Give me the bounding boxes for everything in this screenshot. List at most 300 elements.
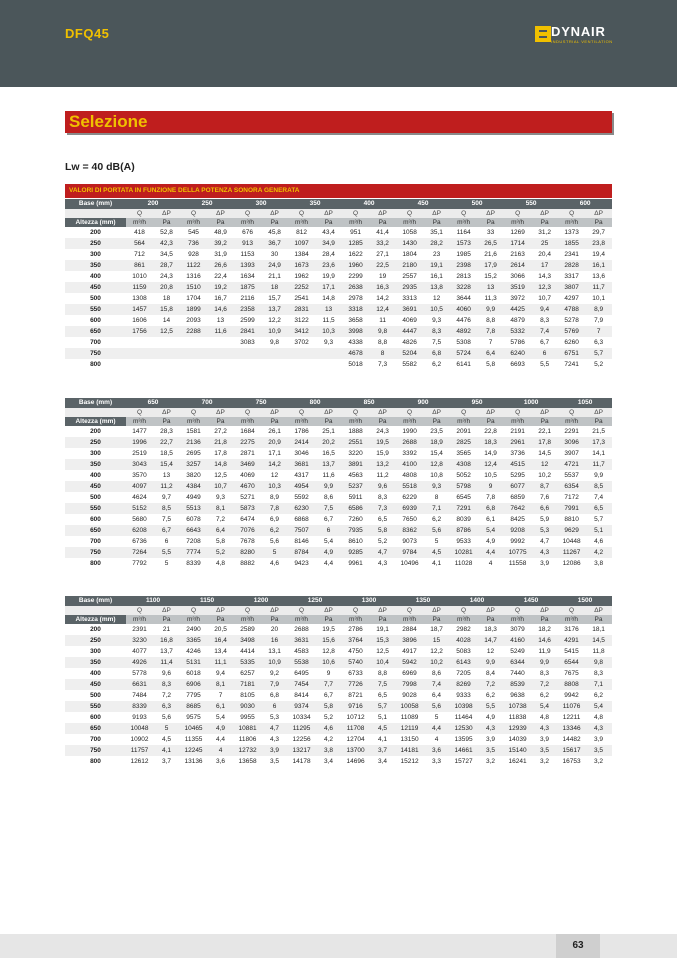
pressure-value: 18 bbox=[153, 293, 180, 304]
flow-value: 1285 bbox=[342, 238, 369, 249]
pressure-value: 8,9 bbox=[585, 304, 612, 315]
pressure-unit: Pa bbox=[369, 417, 396, 426]
flow-value: 5271 bbox=[234, 492, 261, 503]
base-value: 1000 bbox=[504, 398, 558, 408]
pressure-value: 43,4 bbox=[315, 227, 342, 238]
pressure-value: 7,2 bbox=[477, 679, 504, 690]
base-header-row bbox=[65, 596, 612, 606]
flow-unit: m³/h bbox=[504, 218, 531, 227]
flow-value: 8414 bbox=[288, 690, 315, 701]
flow-value: 1622 bbox=[342, 249, 369, 260]
pressure-header: ΔP bbox=[369, 408, 396, 417]
pressure-header: ΔP bbox=[261, 606, 288, 615]
flow-value: 1684 bbox=[234, 426, 261, 437]
altezza-value: 600 bbox=[65, 315, 126, 326]
table-row bbox=[65, 359, 612, 370]
flow-value: 8610 bbox=[342, 536, 369, 547]
pressure-value: 5,2 bbox=[369, 536, 396, 547]
flow-value: 4028 bbox=[450, 635, 477, 646]
pressure-value: 9,3 bbox=[315, 337, 342, 348]
flow-value: 4917 bbox=[396, 646, 423, 657]
pressure-value: 6,2 bbox=[477, 690, 504, 701]
pressure-value: 13 bbox=[153, 470, 180, 481]
pressure-header: ΔP bbox=[315, 209, 342, 218]
flow-value: 1714 bbox=[504, 238, 531, 249]
flow-value: 8808 bbox=[558, 679, 585, 690]
pressure-value: 17,8 bbox=[207, 448, 234, 459]
selection-table-2 bbox=[65, 398, 612, 569]
base-value: 650 bbox=[126, 398, 180, 408]
flow-value: 4515 bbox=[504, 459, 531, 470]
pressure-value: 6,7 bbox=[315, 514, 342, 525]
flow-value bbox=[234, 359, 261, 370]
flow-value bbox=[180, 337, 207, 348]
flow-value: 5131 bbox=[180, 657, 207, 668]
pressure-value: 3,9 bbox=[531, 734, 558, 745]
pressure-value: 13 bbox=[315, 304, 342, 315]
flow-value: 13150 bbox=[396, 734, 423, 745]
table-row bbox=[65, 712, 612, 723]
flow-value: 11464 bbox=[450, 712, 477, 723]
flow-value: 9193 bbox=[126, 712, 153, 723]
flow-value: 7291 bbox=[450, 503, 477, 514]
pressure-value: 10,2 bbox=[423, 657, 450, 668]
flow-value: 6208 bbox=[126, 525, 153, 536]
flow-value: 13700 bbox=[342, 745, 369, 756]
flow-value: 15727 bbox=[450, 756, 477, 767]
pressure-value: 3,5 bbox=[531, 745, 558, 756]
pressure-value: 22,4 bbox=[207, 271, 234, 282]
flow-value: 3736 bbox=[504, 448, 531, 459]
flow-value: 7440 bbox=[504, 668, 531, 679]
flow-value: 13658 bbox=[234, 756, 261, 767]
pressure-value bbox=[153, 337, 180, 348]
flow-value: 5592 bbox=[288, 492, 315, 503]
flow-value: 4160 bbox=[504, 635, 531, 646]
flow-value: 6078 bbox=[180, 514, 207, 525]
pressure-value: 16,5 bbox=[315, 448, 342, 459]
pressure-unit: Pa bbox=[207, 417, 234, 426]
flow-value: 1581 bbox=[180, 426, 207, 437]
flow-value: 4892 bbox=[450, 326, 477, 337]
base-label: Base (mm) bbox=[65, 596, 126, 606]
pressure-value: 5 bbox=[261, 547, 288, 558]
flow-value: 951 bbox=[342, 227, 369, 238]
base-header-row bbox=[65, 199, 612, 209]
pressure-value: 15,4 bbox=[153, 459, 180, 470]
pressure-value: 5,5 bbox=[531, 359, 558, 370]
base-value: 200 bbox=[126, 199, 180, 209]
flow-header: Q bbox=[342, 209, 369, 218]
flow-value: 1673 bbox=[288, 260, 315, 271]
flow-value: 2275 bbox=[234, 437, 261, 448]
flow-header: Q bbox=[126, 209, 153, 218]
flow-value: 9208 bbox=[504, 525, 531, 536]
pressure-value: 11 bbox=[369, 315, 396, 326]
pressure-value: 22,1 bbox=[531, 426, 558, 437]
flow-value: 12086 bbox=[558, 558, 585, 569]
flow-value: 3122 bbox=[288, 315, 315, 326]
table-row bbox=[65, 315, 612, 326]
pressure-value: 3,6 bbox=[207, 756, 234, 767]
flow-value: 8539 bbox=[504, 679, 531, 690]
flow-value: 418 bbox=[126, 227, 153, 238]
flow-value: 3498 bbox=[234, 635, 261, 646]
flow-header: Q bbox=[396, 408, 423, 417]
page-number: 63 bbox=[556, 934, 600, 958]
flow-value: 9073 bbox=[396, 536, 423, 547]
base-value: 700 bbox=[180, 398, 234, 408]
flow-value: 2398 bbox=[450, 260, 477, 271]
flow-value: 5513 bbox=[180, 503, 207, 514]
pressure-value: 30 bbox=[261, 249, 288, 260]
pressure-value: 7,1 bbox=[585, 679, 612, 690]
pressure-value: 11,7 bbox=[585, 459, 612, 470]
pressure-value: 16,1 bbox=[585, 260, 612, 271]
pressure-value: 18,3 bbox=[477, 437, 504, 448]
altezza-value: 450 bbox=[65, 679, 126, 690]
flow-value: 3972 bbox=[504, 293, 531, 304]
pressure-header: ΔP bbox=[369, 209, 396, 218]
pressure-value: 26,5 bbox=[477, 238, 504, 249]
pressure-value: 9,9 bbox=[531, 657, 558, 668]
flow-value: 14039 bbox=[504, 734, 531, 745]
pressure-value: 15,4 bbox=[423, 448, 450, 459]
pressure-value: 4,3 bbox=[531, 723, 558, 734]
pressure-value: 4,3 bbox=[585, 723, 612, 734]
pressure-value: 9,9 bbox=[477, 657, 504, 668]
pressure-value: 8,3 bbox=[585, 668, 612, 679]
flow-value: 15140 bbox=[504, 745, 531, 756]
pressure-value: 6,4 bbox=[423, 690, 450, 701]
flow-value: 4721 bbox=[558, 459, 585, 470]
flow-value: 7991 bbox=[558, 503, 585, 514]
pressure-unit: Pa bbox=[315, 615, 342, 624]
flow-value: 1159 bbox=[126, 282, 153, 293]
pressure-value: 5,4 bbox=[531, 701, 558, 712]
flow-value: 5873 bbox=[234, 503, 261, 514]
pressure-value: 15 bbox=[423, 635, 450, 646]
base-value: 550 bbox=[504, 199, 558, 209]
pressure-value: 18,5 bbox=[153, 448, 180, 459]
pressure-unit: Pa bbox=[423, 417, 450, 426]
pressure-value: 23,6 bbox=[315, 260, 342, 271]
altezza-value: 350 bbox=[65, 459, 126, 470]
altezza-value: 300 bbox=[65, 448, 126, 459]
flow-value: 2688 bbox=[288, 624, 315, 635]
flow-value: 11708 bbox=[342, 723, 369, 734]
flow-value: 7172 bbox=[558, 492, 585, 503]
pressure-value: 14,9 bbox=[477, 448, 504, 459]
flow-value: 7792 bbox=[126, 558, 153, 569]
flow-value: 1316 bbox=[180, 271, 207, 282]
logo-name: DYNAIR bbox=[551, 24, 606, 39]
pressure-value: 7,2 bbox=[207, 514, 234, 525]
flow-value: 676 bbox=[234, 227, 261, 238]
altezza-value: 550 bbox=[65, 503, 126, 514]
flow-value: 1888 bbox=[342, 426, 369, 437]
pressure-value: 3,2 bbox=[531, 756, 558, 767]
flow-value: 2414 bbox=[288, 437, 315, 448]
flow-value: 2551 bbox=[342, 437, 369, 448]
flow-value: 1097 bbox=[288, 238, 315, 249]
pressure-value: 9,9 bbox=[315, 481, 342, 492]
flow-value: 5778 bbox=[126, 668, 153, 679]
flow-value: 10738 bbox=[504, 701, 531, 712]
pressure-value: 13,7 bbox=[153, 646, 180, 657]
flow-value: 812 bbox=[288, 227, 315, 238]
pressure-value: 13 bbox=[207, 315, 234, 326]
pressure-value: 5,4 bbox=[477, 525, 504, 536]
pressure-unit: Pa bbox=[369, 615, 396, 624]
flow-value: 4317 bbox=[288, 470, 315, 481]
flow-value: 1996 bbox=[126, 437, 153, 448]
base-value: 1100 bbox=[126, 596, 180, 606]
flow-value: 3658 bbox=[342, 315, 369, 326]
flow-value: 4100 bbox=[396, 459, 423, 470]
flow-value: 11295 bbox=[288, 723, 315, 734]
pressure-value: 14,8 bbox=[207, 459, 234, 470]
flow-header: Q bbox=[342, 606, 369, 615]
pressure-value: 4,6 bbox=[585, 536, 612, 547]
pressure-unit: Pa bbox=[423, 218, 450, 227]
altezza-value: 800 bbox=[65, 558, 126, 569]
pressure-value: 11,2 bbox=[153, 481, 180, 492]
pressure-value: 7,1 bbox=[423, 503, 450, 514]
pressure-value: 5,5 bbox=[477, 701, 504, 712]
flow-value: 3392 bbox=[396, 448, 423, 459]
table-row bbox=[65, 536, 612, 547]
altezza-value: 550 bbox=[65, 701, 126, 712]
flow-value: 5249 bbox=[504, 646, 531, 657]
pressure-value: 26,6 bbox=[207, 260, 234, 271]
quantity-header-row bbox=[65, 408, 612, 417]
pressure-value: 25,1 bbox=[315, 426, 342, 437]
pressure-value: 6,1 bbox=[477, 514, 504, 525]
flow-value: 2599 bbox=[234, 315, 261, 326]
flow-value: 6545 bbox=[450, 492, 477, 503]
pressure-value: 19,1 bbox=[423, 260, 450, 271]
flow-value: 12119 bbox=[396, 723, 423, 734]
pressure-value: 3,9 bbox=[477, 734, 504, 745]
pressure-value: 4,7 bbox=[531, 536, 558, 547]
flow-value: 3764 bbox=[342, 635, 369, 646]
pressure-value: 5,6 bbox=[153, 712, 180, 723]
flow-value: 2786 bbox=[342, 624, 369, 635]
flow-value bbox=[288, 359, 315, 370]
flow-value: 7650 bbox=[396, 514, 423, 525]
flow-value: 10398 bbox=[450, 701, 477, 712]
flow-value: 3519 bbox=[504, 282, 531, 293]
pressure-value: 12,4 bbox=[477, 459, 504, 470]
flow-value: 2291 bbox=[558, 426, 585, 437]
pressure-value: 5 bbox=[153, 723, 180, 734]
pressure-value: 4,2 bbox=[585, 547, 612, 558]
pressure-value: 19,2 bbox=[207, 282, 234, 293]
flow-value: 3820 bbox=[180, 470, 207, 481]
table-row bbox=[65, 282, 612, 293]
pressure-value: 9,4 bbox=[207, 668, 234, 679]
pressure-value: 17,9 bbox=[477, 260, 504, 271]
quantity-header-blank bbox=[65, 209, 126, 218]
pressure-value bbox=[207, 359, 234, 370]
flow-value: 5152 bbox=[126, 503, 153, 514]
pressure-value bbox=[315, 359, 342, 370]
pressure-value: 4,9 bbox=[477, 536, 504, 547]
pressure-value: 34,9 bbox=[315, 238, 342, 249]
altezza-value: 250 bbox=[65, 238, 126, 249]
flow-value: 3365 bbox=[180, 635, 207, 646]
flow-value: 1985 bbox=[450, 249, 477, 260]
flow-value: 5237 bbox=[342, 481, 369, 492]
flow-value: 5204 bbox=[396, 348, 423, 359]
flow-value: 9575 bbox=[180, 712, 207, 723]
pressure-value: 9,9 bbox=[585, 470, 612, 481]
flow-value: 7675 bbox=[558, 668, 585, 679]
table-row bbox=[65, 448, 612, 459]
flow-header: Q bbox=[234, 408, 261, 417]
flow-value: 8810 bbox=[558, 514, 585, 525]
table-row bbox=[65, 426, 612, 437]
flow-header: Q bbox=[180, 606, 207, 615]
pressure-value: 14 bbox=[153, 315, 180, 326]
pressure-value: 9,8 bbox=[369, 326, 396, 337]
pressure-value: 9,7 bbox=[153, 492, 180, 503]
pressure-value: 7,5 bbox=[153, 514, 180, 525]
pressure-value bbox=[207, 337, 234, 348]
pressure-value: 7,7 bbox=[315, 679, 342, 690]
pressure-value: 48,9 bbox=[207, 227, 234, 238]
flow-value: 3257 bbox=[180, 459, 207, 470]
flow-value: 2813 bbox=[450, 271, 477, 282]
pressure-value: 4 bbox=[477, 558, 504, 569]
flow-value: 4097 bbox=[126, 481, 153, 492]
pressure-value: 15,3 bbox=[369, 635, 396, 646]
flow-value: 2091 bbox=[450, 426, 477, 437]
table-row bbox=[65, 525, 612, 536]
flow-value: 1058 bbox=[396, 227, 423, 238]
pressure-value: 20,2 bbox=[315, 437, 342, 448]
flow-value: 1164 bbox=[450, 227, 477, 238]
flow-value: 3066 bbox=[504, 271, 531, 282]
pressure-value: 6,7 bbox=[315, 690, 342, 701]
flow-value: 1960 bbox=[342, 260, 369, 271]
flow-value: 6631 bbox=[126, 679, 153, 690]
pressure-value: 10,5 bbox=[477, 470, 504, 481]
flow-header: Q bbox=[342, 408, 369, 417]
flow-value: 9992 bbox=[504, 536, 531, 547]
pressure-value: 8 bbox=[423, 492, 450, 503]
pressure-value: 12 bbox=[261, 470, 288, 481]
flow-value: 736 bbox=[180, 238, 207, 249]
selection-table-3 bbox=[65, 596, 612, 767]
flow-value: 4954 bbox=[288, 481, 315, 492]
flow-value: 8882 bbox=[234, 558, 261, 569]
flow-value: 5798 bbox=[450, 481, 477, 492]
pressure-value: 12,5 bbox=[153, 326, 180, 337]
base-value: 850 bbox=[342, 398, 396, 408]
flow-value: 2961 bbox=[504, 437, 531, 448]
flow-value: 1393 bbox=[234, 260, 261, 271]
flow-value: 2541 bbox=[288, 293, 315, 304]
pressure-value: 15,7 bbox=[261, 293, 288, 304]
flow-value: 6229 bbox=[396, 492, 423, 503]
base-label: Base (mm) bbox=[65, 398, 126, 408]
altezza-value: 750 bbox=[65, 745, 126, 756]
flow-value: 2288 bbox=[180, 326, 207, 337]
flow-value: 4949 bbox=[180, 492, 207, 503]
pressure-unit: Pa bbox=[585, 615, 612, 624]
table-row bbox=[65, 492, 612, 503]
pressure-header: ΔP bbox=[585, 209, 612, 218]
flow-value: 13346 bbox=[558, 723, 585, 734]
pressure-value: 5,2 bbox=[315, 712, 342, 723]
pressure-value: 5,8 bbox=[207, 536, 234, 547]
flow-value: 6344 bbox=[504, 657, 531, 668]
quantity-header-blank bbox=[65, 606, 126, 615]
flow-value: 6240 bbox=[504, 348, 531, 359]
pressure-value: 4,3 bbox=[261, 734, 288, 745]
pressure-value: 4,6 bbox=[315, 723, 342, 734]
pressure-value: 4,6 bbox=[261, 558, 288, 569]
base-value: 950 bbox=[450, 398, 504, 408]
pressure-value: 7,4 bbox=[585, 492, 612, 503]
flow-value: 2163 bbox=[504, 249, 531, 260]
flow-value: 14178 bbox=[288, 756, 315, 767]
flow-value: 2935 bbox=[396, 282, 423, 293]
table-row bbox=[65, 326, 612, 337]
pressure-unit: Pa bbox=[531, 615, 558, 624]
flow-value: 4297 bbox=[558, 293, 585, 304]
flow-value: 3565 bbox=[450, 448, 477, 459]
pressure-value: 36,7 bbox=[261, 238, 288, 249]
flow-value: 712 bbox=[126, 249, 153, 260]
pressure-value: 11,2 bbox=[369, 470, 396, 481]
pressure-value: 13,7 bbox=[261, 304, 288, 315]
pressure-value: 7,3 bbox=[369, 359, 396, 370]
flow-unit: m³/h bbox=[504, 417, 531, 426]
pressure-value: 5,8 bbox=[315, 701, 342, 712]
flow-value: 2688 bbox=[396, 437, 423, 448]
pressure-unit: Pa bbox=[207, 615, 234, 624]
pressure-value: 12,5 bbox=[207, 470, 234, 481]
pressure-value: 11,4 bbox=[153, 657, 180, 668]
flow-value bbox=[126, 337, 153, 348]
table-row bbox=[65, 657, 612, 668]
pressure-value: 3,7 bbox=[153, 756, 180, 767]
altezza-value: 550 bbox=[65, 304, 126, 315]
flow-value: 1756 bbox=[126, 326, 153, 337]
pressure-value: 15,8 bbox=[153, 304, 180, 315]
flow-value: 4308 bbox=[450, 459, 477, 470]
pressure-value: 9,8 bbox=[261, 337, 288, 348]
flow-value: 9961 bbox=[342, 558, 369, 569]
flow-value: 9638 bbox=[504, 690, 531, 701]
pressure-value: 7 bbox=[585, 326, 612, 337]
pressure-value: 4,5 bbox=[423, 547, 450, 558]
altezza-value: 500 bbox=[65, 293, 126, 304]
pressure-value: 14,8 bbox=[315, 293, 342, 304]
pressure-value: 9,3 bbox=[207, 492, 234, 503]
pressure-value: 4,3 bbox=[477, 723, 504, 734]
flow-value: 5942 bbox=[396, 657, 423, 668]
pressure-value: 17,3 bbox=[585, 437, 612, 448]
base-value: 900 bbox=[396, 398, 450, 408]
base-value: 1400 bbox=[450, 596, 504, 606]
pressure-value: 8,7 bbox=[531, 481, 558, 492]
flow-value: 2136 bbox=[180, 437, 207, 448]
flow-header: Q bbox=[234, 209, 261, 218]
